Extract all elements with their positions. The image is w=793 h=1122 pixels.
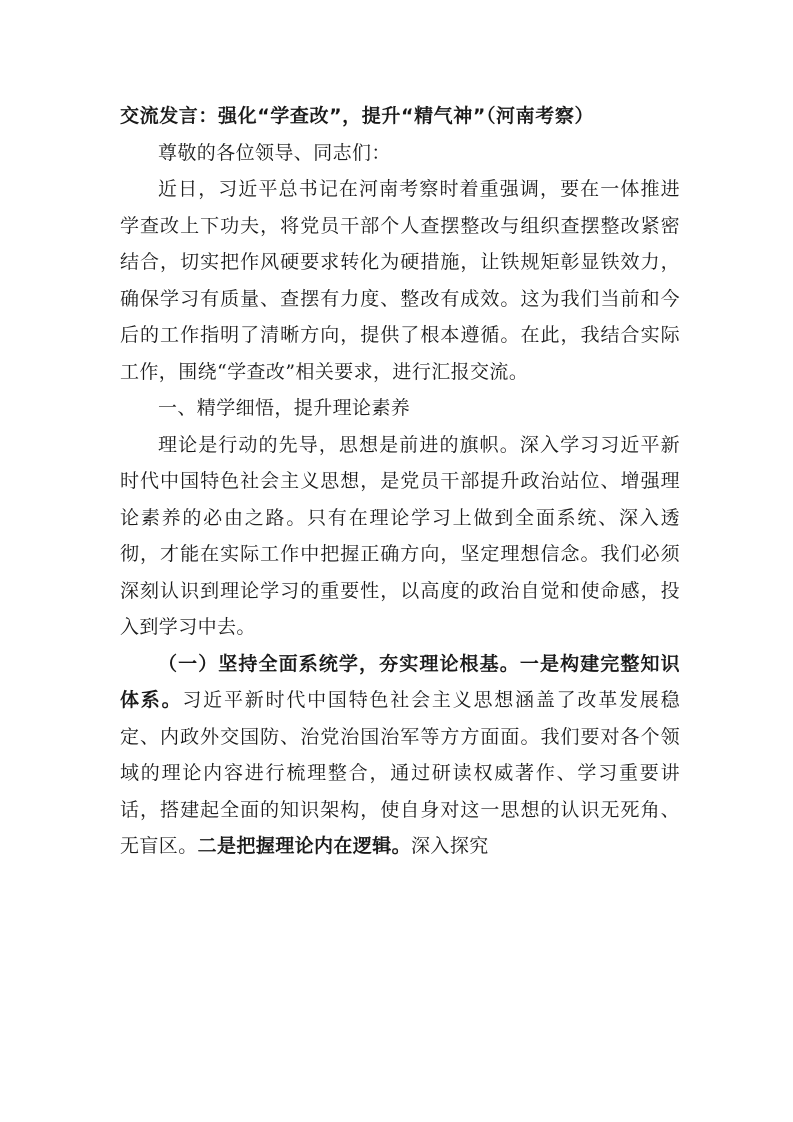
point-1-lead: 一是构建完整知识体系。 bbox=[120, 652, 681, 711]
intro-paragraph: 近日，习近平总书记在河南考察时着重强调，要在一体推进学查改上下功夫，将党员干部个人查摆整改与组织查摆整改紧密结合，切实把作风硬要求转化为硬措施，让铁规矩彰显铁效力，确保学习有质量、查摆有力度、整改有成效。这为我们当前和今后的工作指明了清晰方向，提供了根本遵循。在此，我结合实际工作，围绕“学查改”相关要求，进行汇报交流。 bbox=[120, 178, 680, 383]
greeting: 尊敬的各位领导、同志们： bbox=[158, 141, 391, 164]
point-2-lead: 二是把握理论内在逻辑。 bbox=[197, 835, 412, 857]
subsection-1-paragraph bbox=[120, 646, 680, 865]
section-1-paragraph: 理论是行动的先导，思想是前进的旗帜。深入学习习近平新时代中国特色社会主义思想，是党员干部提升政治站位、增强理论素养的必由之路。只有在理论学习上做到全面系统、深入透彻，才能在实际工作中把握正确方向，坚定理想信念。我们必须深刻认识到理论学习的重要性，以高度的政治自觉和使命感，投入到学习中去。 bbox=[120, 433, 680, 638]
document-body bbox=[120, 98, 680, 865]
point-2-text: 深入探究 bbox=[411, 835, 489, 857]
subsection-1-heading: （一）坚持全面系统学，夯实理论根基。 bbox=[158, 652, 520, 675]
document-title: 交流发言：强化“学查改”，提升“精气神”（河南考察） bbox=[120, 105, 595, 127]
point-1-text: 习近平新时代中国特色社会主义思想涵盖了改革发展稳定、内政外交国防、治党治国治军等方方面面。我们要对各个领域的理论内容进行梳理整合，通过研读权威著作、学习重要讲话，搭建起全面的知识架构，使自身对这一思想的认识无死角、无盲区。 bbox=[120, 689, 681, 857]
section-1-heading: 一、精学细悟，提升理论素养 bbox=[158, 397, 411, 419]
